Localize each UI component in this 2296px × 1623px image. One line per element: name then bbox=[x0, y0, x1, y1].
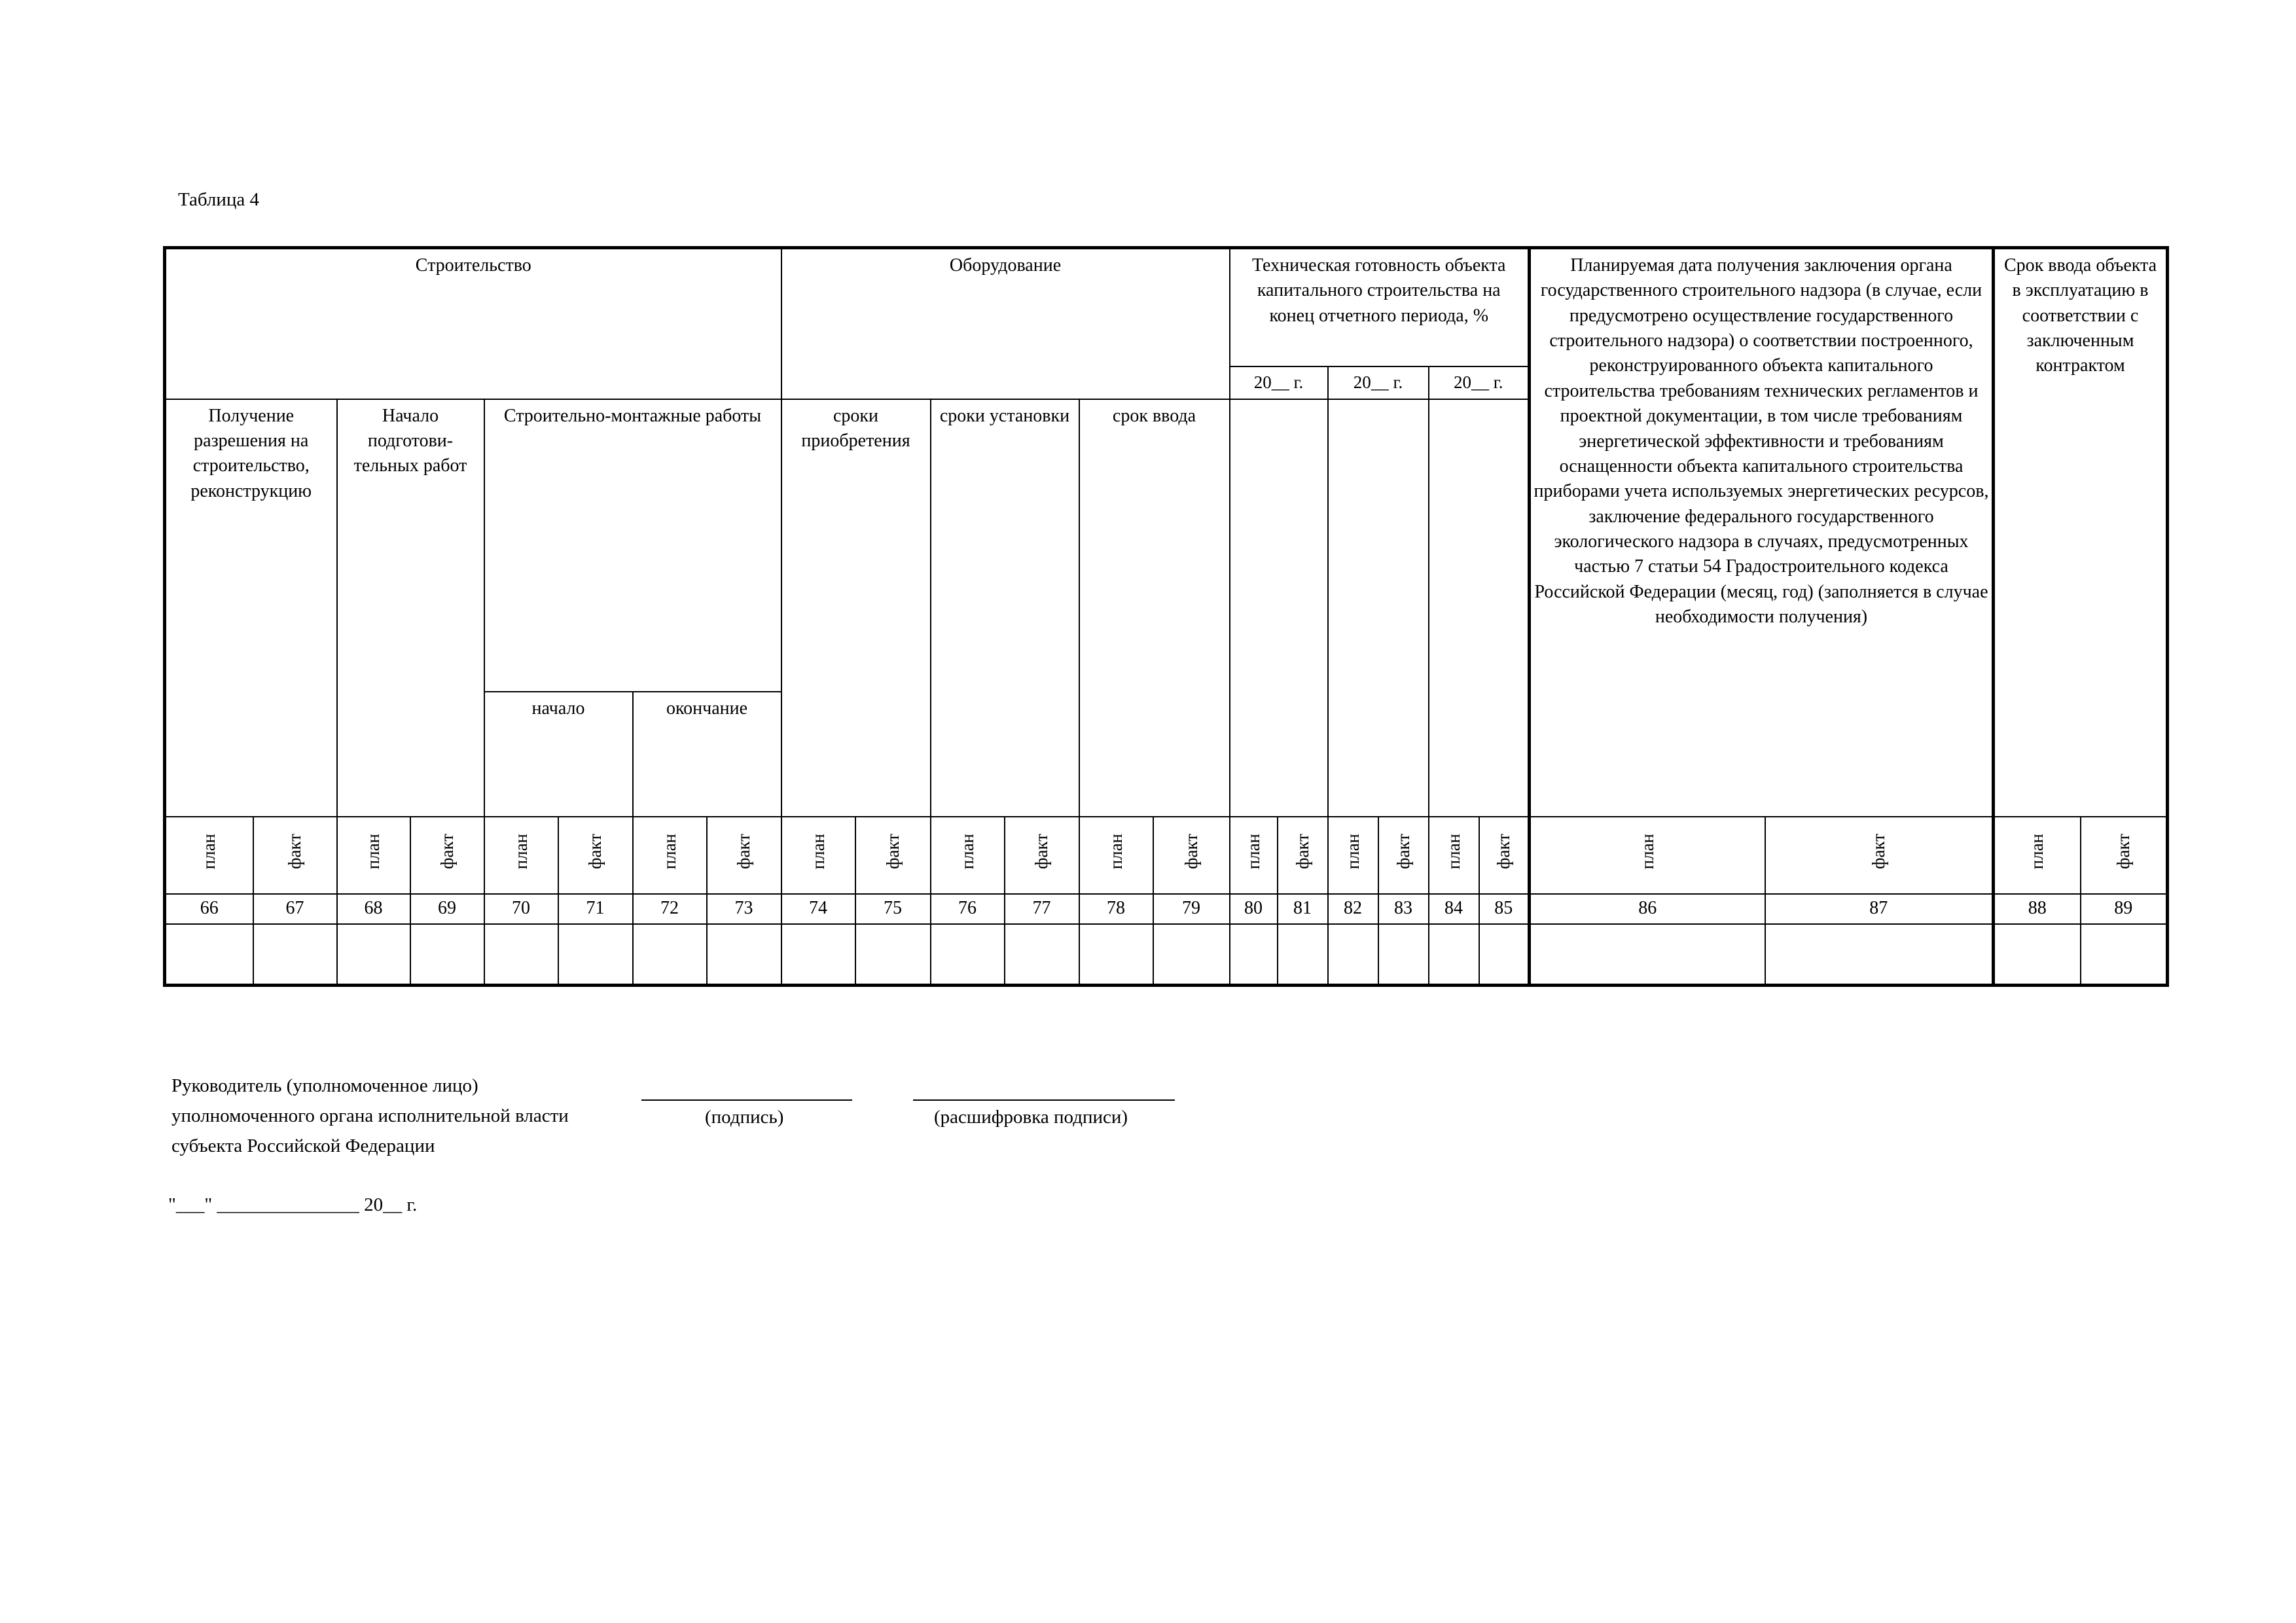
official-title-line-3: субъекта Российской Федерации bbox=[171, 1135, 435, 1156]
data-cell[interactable] bbox=[484, 924, 558, 986]
column-number: 72 bbox=[633, 894, 707, 924]
plan-column-header bbox=[1230, 817, 1278, 894]
header-commissioning-term: Срок ввода объекта в эксплуатацию в соответствии с заключенным контрактом bbox=[1994, 248, 2168, 817]
fact-label: факт bbox=[1292, 833, 1312, 869]
column-number: 76 bbox=[931, 894, 1005, 924]
plan-column-header bbox=[931, 817, 1005, 894]
plan-column-header bbox=[1530, 817, 1765, 894]
column-number: 89 bbox=[2081, 894, 2168, 924]
column-number: 82 bbox=[1328, 894, 1378, 924]
data-cell[interactable] bbox=[1994, 924, 2081, 986]
plan-label: план bbox=[199, 833, 219, 869]
signature-label: (подпись) bbox=[705, 1107, 784, 1128]
data-cell[interactable] bbox=[1479, 924, 1530, 986]
data-cell[interactable] bbox=[633, 924, 707, 986]
fact-column-header bbox=[2081, 817, 2168, 894]
fact-column-header bbox=[1005, 817, 1079, 894]
plan-column-header bbox=[484, 817, 558, 894]
plan-label: план bbox=[1243, 833, 1263, 869]
data-cell[interactable] bbox=[165, 924, 253, 986]
data-cell[interactable] bbox=[337, 924, 410, 986]
column-number: 86 bbox=[1530, 894, 1765, 924]
column-number: 66 bbox=[165, 894, 253, 924]
plan-label: план bbox=[659, 833, 679, 869]
plan-column-header bbox=[1328, 817, 1378, 894]
plan-label: план bbox=[511, 833, 531, 869]
year-header-3: 20__ г. bbox=[1429, 366, 1530, 399]
header-equipment: Оборудование bbox=[781, 248, 1230, 399]
fact-column-header bbox=[558, 817, 633, 894]
header-tech-readiness: Техническая готовность объекта капитального строительства на конец отчетного периода, % bbox=[1230, 248, 1530, 366]
plan-column-header bbox=[1429, 817, 1479, 894]
plan-column-header bbox=[781, 817, 855, 894]
fact-label: факт bbox=[1868, 833, 1888, 869]
plan-column-header bbox=[1079, 817, 1153, 894]
header-prep-start: Начало подготови- тельных работ bbox=[337, 399, 484, 817]
data-cell[interactable] bbox=[855, 924, 931, 986]
plan-column-header bbox=[165, 817, 253, 894]
plan-label: план bbox=[957, 833, 977, 869]
plan-column-header bbox=[337, 817, 410, 894]
fact-label: факт bbox=[1493, 833, 1513, 869]
column-number: 73 bbox=[707, 894, 781, 924]
year-blank-3 bbox=[1429, 399, 1530, 817]
column-number: 84 bbox=[1429, 894, 1479, 924]
year-blank-2 bbox=[1328, 399, 1429, 817]
fact-label: факт bbox=[2113, 833, 2133, 869]
fact-label: факт bbox=[1181, 833, 1201, 869]
column-number: 67 bbox=[253, 894, 337, 924]
data-cell[interactable] bbox=[1153, 924, 1230, 986]
column-number: 83 bbox=[1378, 894, 1429, 924]
data-cell[interactable] bbox=[1005, 924, 1079, 986]
fact-column-header bbox=[253, 817, 337, 894]
fact-label: факт bbox=[285, 833, 304, 869]
signature-decode-label: (расшифровка подписи) bbox=[934, 1107, 1128, 1128]
fact-column-header bbox=[1153, 817, 1230, 894]
column-number: 87 bbox=[1765, 894, 1994, 924]
plan-column-header bbox=[1994, 817, 2081, 894]
plan-label: план bbox=[363, 833, 383, 869]
plan-column-header bbox=[633, 817, 707, 894]
fact-label: факт bbox=[1031, 833, 1051, 869]
data-cell[interactable] bbox=[1530, 924, 1765, 986]
header-construction-works: Строительно-монтажные работы bbox=[484, 399, 781, 692]
year-header-1: 20__ г. bbox=[1230, 366, 1328, 399]
year-blank-1 bbox=[1230, 399, 1328, 817]
plan-label: план bbox=[1342, 833, 1363, 869]
fact-label: факт bbox=[437, 833, 457, 869]
fact-column-header bbox=[707, 817, 781, 894]
column-number: 74 bbox=[781, 894, 855, 924]
data-cell[interactable] bbox=[1079, 924, 1153, 986]
plan-label: план bbox=[1637, 833, 1657, 869]
column-number: 78 bbox=[1079, 894, 1153, 924]
official-title-line-2: уполномоченного органа исполнительной власти bbox=[171, 1105, 569, 1126]
data-cell[interactable] bbox=[558, 924, 633, 986]
fact-column-header bbox=[1479, 817, 1530, 894]
table-caption: Таблица 4 bbox=[178, 189, 260, 210]
header-installation-terms: сроки установки bbox=[931, 399, 1079, 817]
column-number: 75 bbox=[855, 894, 931, 924]
header-construction: Строительство bbox=[165, 248, 781, 399]
data-cell[interactable] bbox=[1378, 924, 1429, 986]
column-number: 70 bbox=[484, 894, 558, 924]
fact-column-header bbox=[410, 817, 484, 894]
fact-column-header bbox=[1765, 817, 1994, 894]
column-number: 79 bbox=[1153, 894, 1230, 924]
data-cell[interactable] bbox=[1328, 924, 1378, 986]
column-number: 85 bbox=[1479, 894, 1530, 924]
column-number: 81 bbox=[1278, 894, 1328, 924]
column-number: 69 bbox=[410, 894, 484, 924]
column-number: 88 bbox=[1994, 894, 2081, 924]
fact-label: факт bbox=[1393, 833, 1413, 869]
data-cell[interactable] bbox=[410, 924, 484, 986]
date-line: "___" _______________ 20__ г. bbox=[168, 1194, 418, 1215]
header-works-end: окончание bbox=[633, 692, 781, 817]
column-number: 80 bbox=[1230, 894, 1278, 924]
data-cell[interactable] bbox=[1230, 924, 1278, 986]
header-planned-conclusion-date: Планируемая дата получения заключения органа государственного строительного надзора (в случае, если предусмотрено осуществление государственного строительного надзора) о соответствии построенного, реконструированного объекта капитального строительства требованиям технических регламентов и проектной документации, в том числе требованиям энергетической эффективности и требованиям оснащенности объекта капитального строительства приборами учета используемых энергетических ресурсов, заключение федерального государственного экологического надзора в случаях, предусмотренных частью 7 статьи 54 Градостроительного кодекса Российской Федерации (месяц, год) (заполняется в случае необходимости получения) bbox=[1530, 248, 1994, 817]
fact-column-header bbox=[1278, 817, 1328, 894]
official-title-line-1: Руководитель (уполномоченное лицо) bbox=[171, 1075, 478, 1096]
year-header-2: 20__ г. bbox=[1328, 366, 1429, 399]
data-cell[interactable] bbox=[1278, 924, 1328, 986]
signature-line bbox=[641, 1099, 852, 1101]
column-number: 77 bbox=[1005, 894, 1079, 924]
data-cell[interactable] bbox=[707, 924, 781, 986]
fact-label: факт bbox=[585, 833, 605, 869]
column-number: 68 bbox=[337, 894, 410, 924]
report-table bbox=[163, 246, 2169, 987]
header-commission-term: срок ввода bbox=[1079, 399, 1230, 817]
header-permit: Получение разрешения на строительство, реконструкцию bbox=[165, 399, 337, 817]
data-cell[interactable] bbox=[1429, 924, 1479, 986]
plan-label: план bbox=[808, 833, 828, 869]
data-cell[interactable] bbox=[2081, 924, 2168, 986]
fact-column-header bbox=[1378, 817, 1429, 894]
data-cell[interactable] bbox=[781, 924, 855, 986]
plan-label: план bbox=[1443, 833, 1463, 869]
plan-label: план bbox=[1105, 833, 1126, 869]
header-works-start: начало bbox=[484, 692, 633, 817]
data-cell[interactable] bbox=[1765, 924, 1994, 986]
fact-label: факт bbox=[734, 833, 753, 869]
signature-decode-line bbox=[913, 1099, 1175, 1101]
header-acquisition-terms: сроки приобретения bbox=[781, 399, 931, 817]
column-number: 71 bbox=[558, 894, 633, 924]
plan-label: план bbox=[2027, 833, 2047, 869]
data-cell[interactable] bbox=[253, 924, 337, 986]
data-cell[interactable] bbox=[931, 924, 1005, 986]
fact-label: факт bbox=[882, 833, 903, 869]
fact-column-header bbox=[855, 817, 931, 894]
